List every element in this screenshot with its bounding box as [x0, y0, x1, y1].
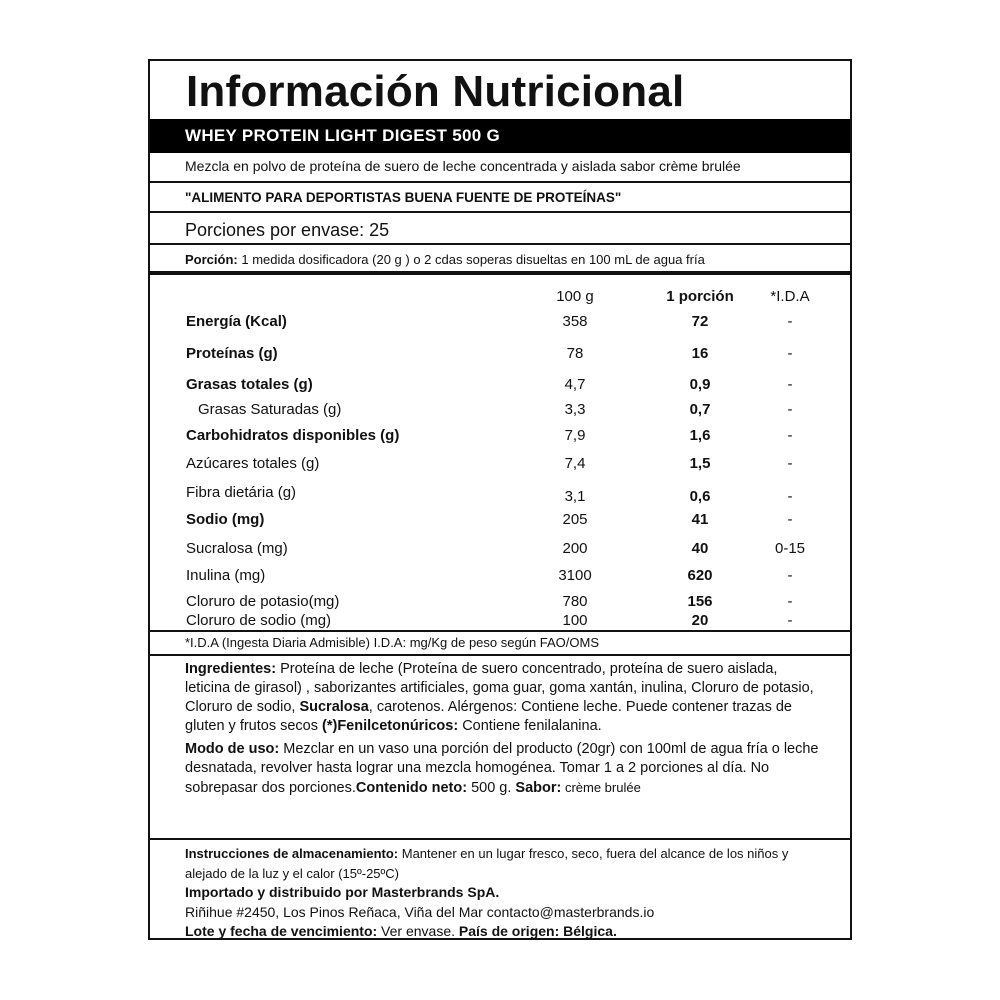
lot-origin-line — [185, 922, 820, 942]
value-per-100g: 3100 — [558, 567, 592, 584]
ingredients-text: Proteína de leche (Proteína de suero concentrado, proteína de suero aislada, leticina de girasol) , saborizantes artificiales, goma guar, goma xantán, inulina, Cloruro de potasio, Cloruro de sodio, — [185, 661, 814, 715]
value-per-portion: 0,9 — [689, 376, 711, 393]
ida-footnote: *I.D.A (Ingesta Diaria Admisible) I.D.A: mg/Kg de peso según FAO/OMS — [150, 630, 850, 656]
usage-paragraph — [185, 740, 820, 798]
importer-line — [185, 883, 820, 903]
storage-section — [150, 838, 850, 938]
table-row — [150, 509, 850, 531]
storage-text: Mantener en un lugar fresco, seco, fuera del alcance de los niños y alejado de la luz y el calor (15º-25ºC) — [185, 846, 789, 881]
value-ida: - — [787, 593, 793, 610]
value-per-100g: 3,3 — [564, 401, 586, 418]
nutrient-name: Energía (Kcal) — [186, 313, 287, 330]
nutrient-name: Inulina (mg) — [186, 567, 266, 584]
value-per-portion: 72 — [691, 313, 709, 330]
value-per-100g: 205 — [562, 511, 588, 528]
value-per-100g: 7,4 — [564, 455, 586, 472]
value-per-100g: 358 — [562, 313, 588, 330]
table-row — [150, 482, 850, 504]
value-per-100g: 780 — [562, 593, 588, 610]
header-ida: *I.D.A — [770, 288, 810, 305]
table-row — [150, 374, 850, 396]
net-content-value: 500 g. — [467, 780, 516, 796]
usage-text: Mezclar en un vaso una porción del producto (20gr) con 100ml de agua fría o leche desnatada, revolver hasta lograr una mezcla homogénea. Tomar 1 a 2 porciones al día. No sobrepasar dos porciones. — [185, 741, 819, 796]
lot-value: Ver envase. — [377, 923, 459, 939]
value-ida: - — [787, 427, 793, 444]
lot-label: Lote y fecha de vencimiento: — [185, 923, 378, 939]
table-row — [150, 565, 850, 587]
product-description: Mezcla en polvo de proteína de suero de leche concentrada y aislada sabor crème brulée — [150, 153, 850, 183]
storage-paragraph — [185, 844, 820, 883]
table-row — [150, 399, 850, 421]
usage-label: Modo de uso: — [185, 741, 280, 757]
value-ida: - — [787, 511, 793, 528]
value-per-portion: 40 — [691, 540, 709, 557]
ingredients-sucralosa: Sucralosa — [299, 699, 369, 715]
value-ida: - — [787, 345, 793, 362]
value-per-100g: 100 — [562, 612, 588, 629]
net-content-label: Contenido neto: — [355, 780, 468, 796]
flavor-value: crème brulée — [561, 780, 641, 795]
value-per-100g: 78 — [566, 345, 584, 362]
flavor-label: Sabor: — [515, 780, 562, 796]
value-ida: - — [787, 455, 793, 472]
servings-per-package: Porciones por envase: 25 — [150, 213, 850, 245]
value-per-100g: 200 — [562, 540, 588, 557]
importer-text: Importado y distribuido por Masterbrands SpA. — [185, 884, 500, 900]
ingredients-phenylalanine: Contiene fenilalanina. — [458, 718, 602, 734]
value-per-portion: 0,7 — [689, 401, 711, 418]
portion-size — [150, 245, 850, 275]
table-row — [150, 425, 850, 447]
product-claim: "ALIMENTO PARA DEPORTISTAS BUENA FUENTE DE PROTEÍNAS" — [150, 183, 850, 213]
nutrient-name: Proteínas (g) — [186, 345, 278, 362]
nutrient-name: Grasas totales (g) — [186, 376, 313, 393]
ingredients-allergens: , carotenos. Alérgenos: Contiene leche. Puede contener trazas de gluten y frutos secos — [185, 699, 792, 734]
nutrient-name: Sodio (mg) — [186, 511, 265, 528]
nutrient-name: Fibra dietária (g) — [186, 484, 297, 501]
portion-label: Porción: — [185, 252, 238, 267]
nutrition-label — [148, 59, 852, 940]
product-name-banner: WHEY PROTEIN LIGHT DIGEST 500 G — [150, 119, 850, 153]
table-header-row — [150, 286, 850, 308]
value-ida: 0-15 — [774, 540, 806, 557]
ingredients-label: Ingredientes: — [185, 661, 277, 677]
value-per-portion: 41 — [691, 511, 709, 528]
table-row — [150, 453, 850, 475]
value-per-portion: 620 — [687, 567, 713, 584]
portion-text: 1 medida dosificadora (20 g ) o 2 cdas soperas disueltas en 100 mL de agua fría — [237, 252, 705, 267]
table-row — [150, 343, 850, 365]
table-row — [150, 538, 850, 560]
nutrient-name: Carbohidratos disponibles (g) — [186, 427, 400, 444]
value-per-portion: 20 — [691, 612, 709, 629]
header-per-portion: 1 porción — [666, 288, 734, 305]
nutrient-name: Grasas Saturadas (g) — [198, 401, 342, 418]
value-per-portion: 156 — [687, 593, 713, 610]
nutrition-table — [150, 280, 850, 630]
storage-label: Instrucciones de almacenamiento: — [185, 846, 399, 861]
nutrient-name: Cloruro de potasio(mg) — [186, 593, 340, 610]
address-line: Riñihue #2450, Los Pinos Reñaca, Viña del Mar contacto@masterbrands.io — [185, 903, 655, 920]
value-ida: - — [787, 488, 793, 505]
origin-label: País de origen: Bélgica. — [458, 923, 617, 939]
value-per-100g: 4,7 — [564, 376, 586, 393]
value-ida: - — [787, 401, 793, 418]
ingredients-paragraph — [185, 660, 820, 736]
table-row — [150, 610, 850, 632]
value-per-100g: 3,1 — [564, 488, 586, 505]
value-per-portion: 16 — [691, 345, 709, 362]
value-per-portion: 0,6 — [689, 488, 711, 505]
value-ida: - — [787, 376, 793, 393]
nutrient-name: Cloruro de sodio (mg) — [186, 612, 332, 629]
ingredients-phenylketonurics: (*)Fenilcetonúricos: — [322, 718, 459, 734]
nutrient-name: Azúcares totales (g) — [186, 455, 320, 472]
nutrient-name: Sucralosa (mg) — [186, 540, 288, 557]
value-per-portion: 1,5 — [689, 455, 711, 472]
value-per-portion: 1,6 — [689, 427, 711, 444]
value-ida: - — [787, 313, 793, 330]
header-per-100g: 100 g — [556, 288, 594, 305]
value-ida: - — [787, 612, 793, 629]
ingredients-section — [150, 656, 850, 838]
label-title: Información Nutricional — [186, 67, 685, 116]
value-per-100g: 7,9 — [564, 427, 586, 444]
value-ida: - — [787, 567, 793, 584]
table-row — [150, 311, 850, 333]
